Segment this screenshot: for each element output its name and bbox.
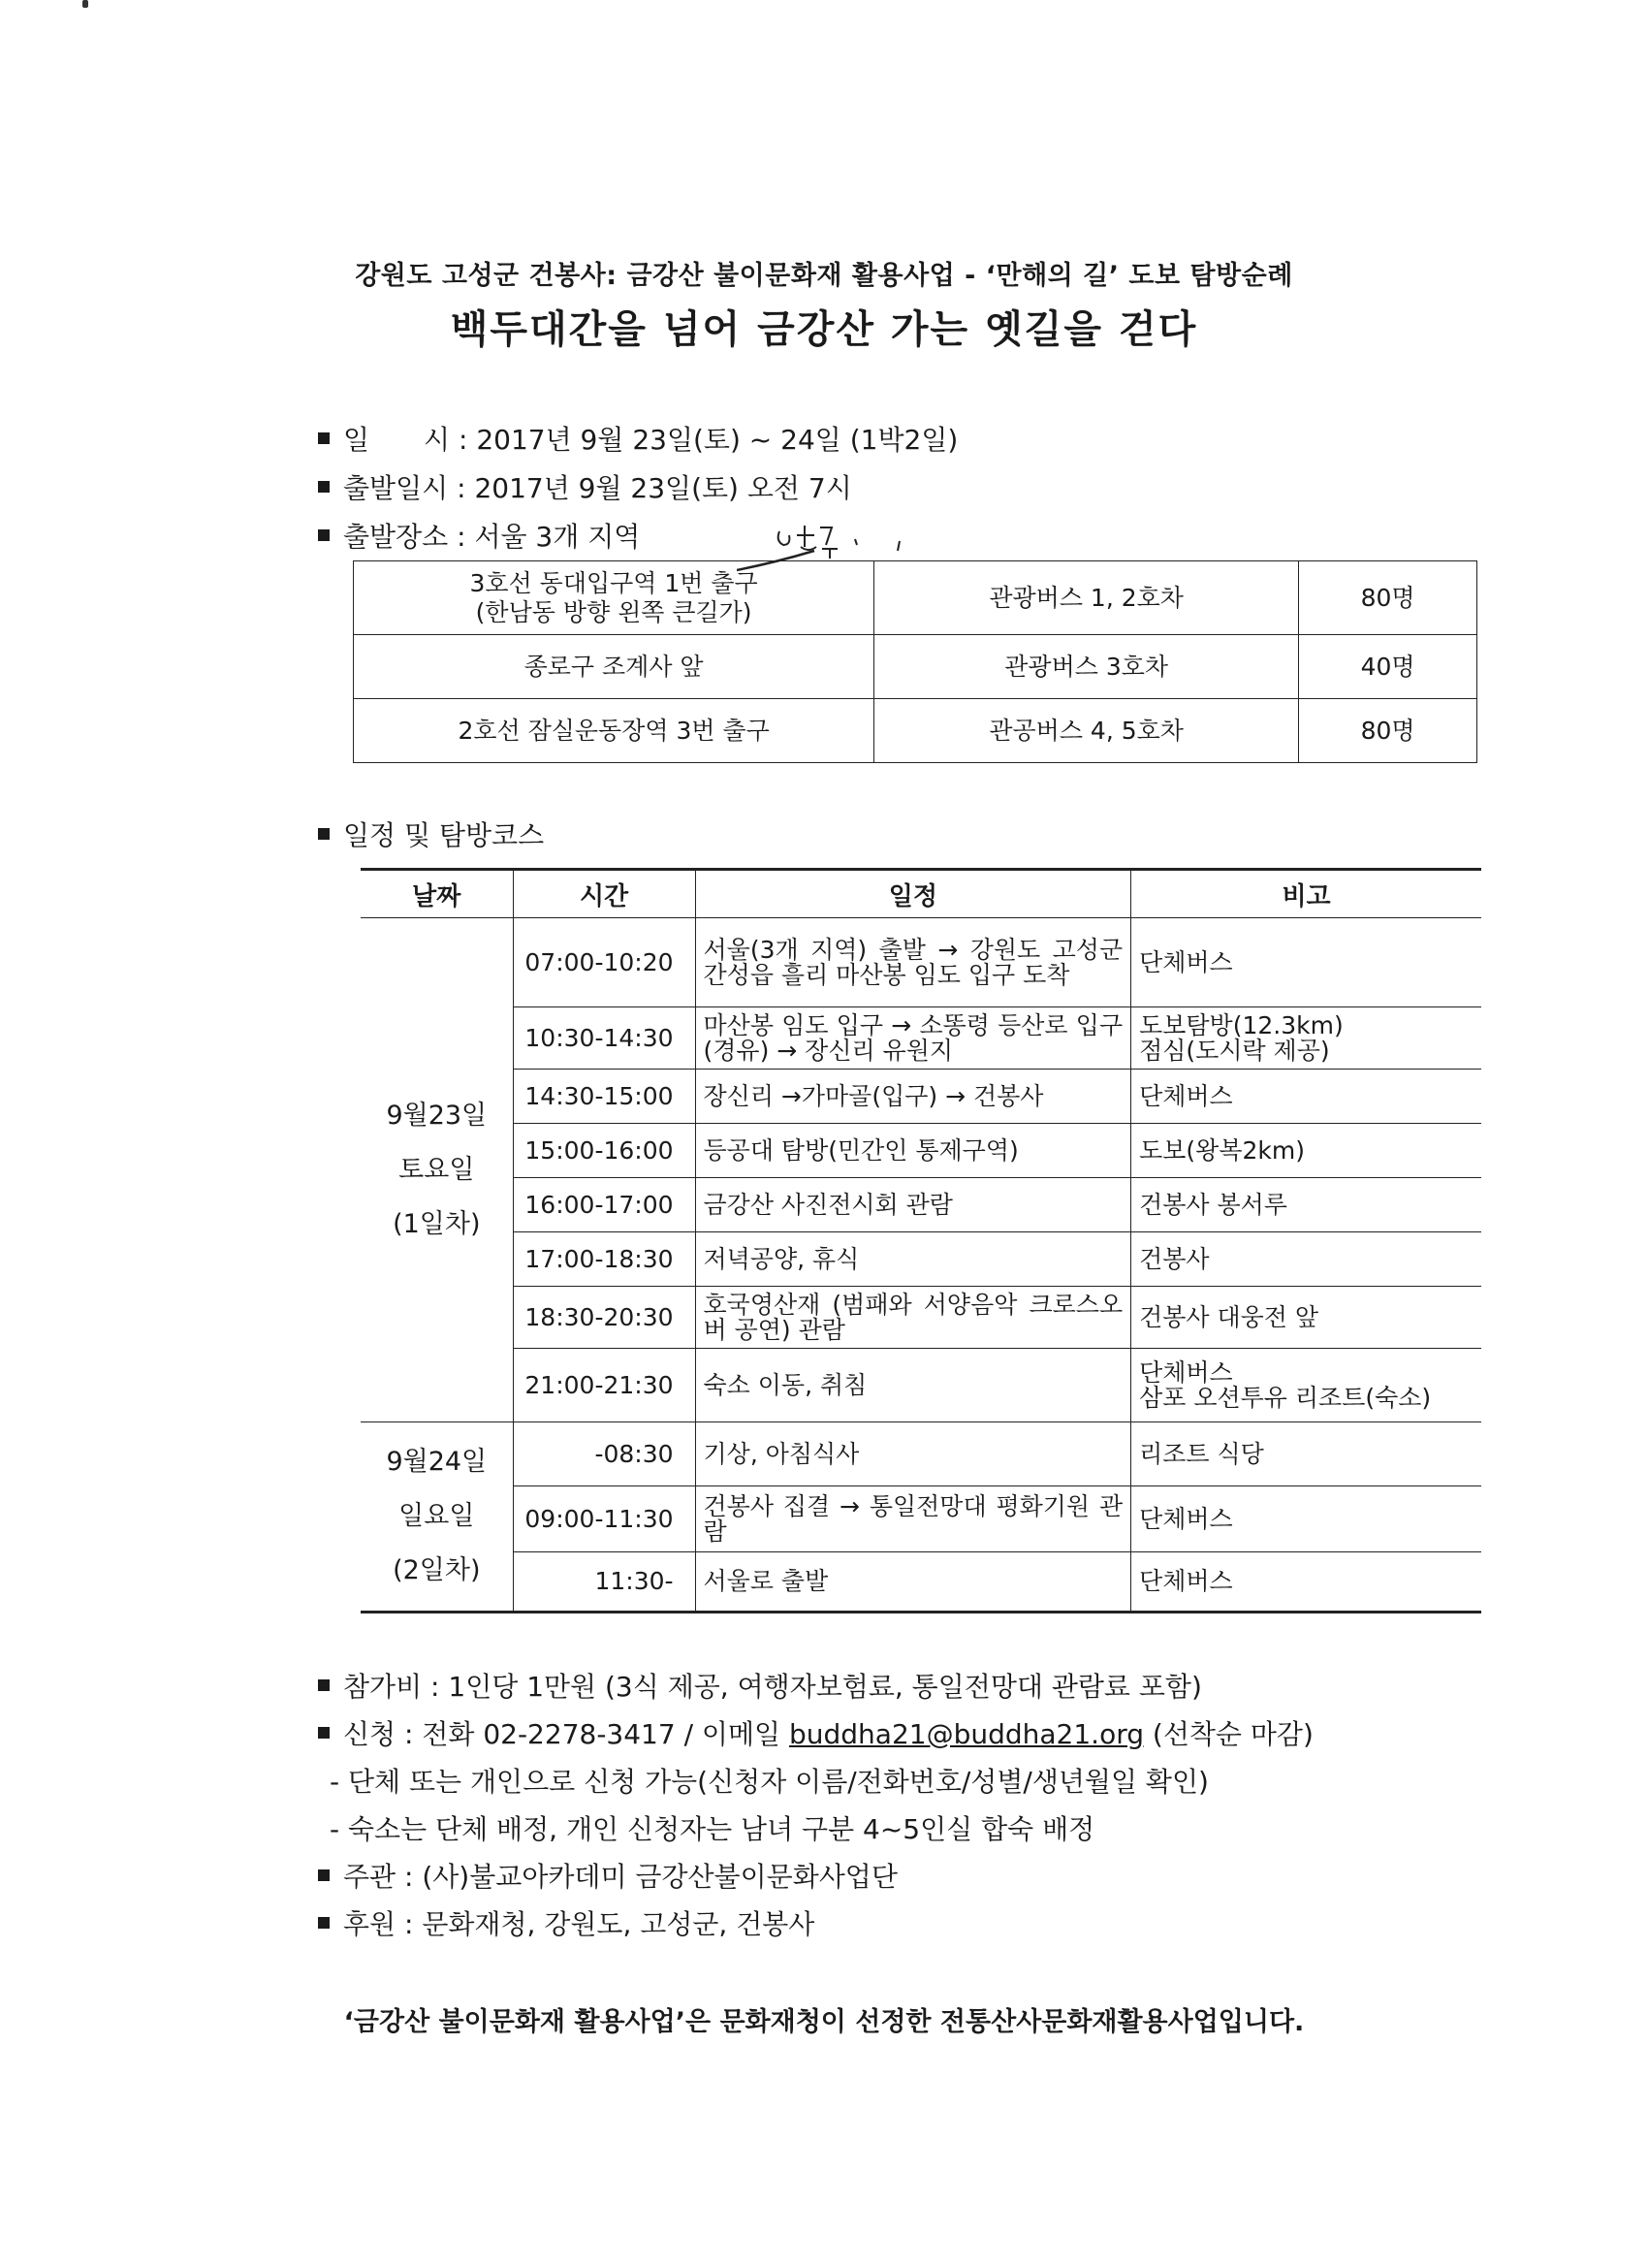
table-row [361,1486,1481,1552]
time-cell: 16:00-17:00 [513,1178,695,1232]
note-line: 점심(도시락 제공) [1139,1036,1330,1065]
day-label: 9월24일 [386,1447,488,1477]
note-cell: 단체버스 [1131,1070,1481,1124]
note-cell: 리조트 식당 [1131,1422,1481,1486]
day-label: 일요일 [398,1501,475,1531]
note-cell: 건봉사 대웅전 앞 [1131,1287,1481,1349]
time-cell: 10:30-14:30 [513,1007,695,1070]
plan-cell: 호국영산재 (범패와 서양음악 크로스오버 공연) 관람 [695,1287,1131,1349]
detail-host-text: 주관 : (사)불교아카데미 금강산불이문화사업단 [343,1861,898,1893]
time-cell: 09:00-11:30 [513,1486,695,1552]
detail-apply-suffix: (선착순 마감) [1144,1718,1314,1750]
detail-fee [318,1666,1202,1705]
note-line: 도보탐방(12.3km) [1139,1010,1344,1039]
table-header-row [361,870,1481,918]
table-row [361,1007,1481,1070]
info-depart-time-label: 출발일시 [343,472,449,504]
bullet-square-icon [318,828,330,840]
detail-apply [318,1713,1314,1752]
departure-count: 80명 [1299,561,1477,635]
table-row [361,1349,1481,1422]
bullet-square-icon [318,1727,330,1739]
info-depart-place-label: 출발장소 [343,521,449,553]
schedule-table [361,868,1481,1613]
time-cell: -08:30 [513,1422,695,1486]
info-depart-time-value: 2017년 9월 23일(토) 오전 7시 [474,472,852,504]
schedule-heading-text: 일정 및 탐방코스 [343,819,545,851]
departure-table [353,560,1477,763]
plan-cell: 마산봉 임도 입구 → 소똥령 등산로 입구(경유) → 장신리 유원지 [695,1007,1131,1070]
departure-place-line: 3호선 동대입구역 1번 출구 [469,568,758,597]
bullet-square-icon [318,1679,330,1691]
note-cell [1131,1007,1481,1070]
plan-cell: 서울로 출발 [695,1552,1131,1613]
day-label: (1일차) [393,1208,481,1239]
time-cell: 07:00-10:20 [513,918,695,1007]
document-subtitle: 강원도 고성군 건봉사: 금강산 불이문화재 활용사업 - ‘만해의 길’ 도보 탐방순례 [355,261,1293,291]
plan-cell: 등공대 탐방(민간인 통제구역) [695,1124,1131,1178]
time-cell: 18:30-20:30 [513,1287,695,1349]
departure-count: 80명 [1299,699,1477,763]
plan-cell: 저녁공양, 휴식 [695,1232,1131,1287]
table-row [354,699,1477,763]
note-cell: 도보(왕복2km) [1131,1124,1481,1178]
info-depart-place-value: 서울 3개 지역 [474,521,641,553]
header-plan: 일정 [695,870,1131,918]
detail-host [318,1856,898,1895]
schedule-heading [318,815,544,853]
departure-count: 40명 [1299,635,1477,699]
departure-place: 종로구 조계사 앞 [354,635,874,699]
detail-note-1: - 단체 또는 개인으로 신청 가능(신청자 이름/전화번호/성별/생년월일 확인) [330,1766,1209,1798]
document-footer: ‘금강산 불이문화재 활용사업’은 문화재청이 선정한 전통산사문화재활용사업입니다. [343,2007,1305,2037]
info-depart-time: 출발일시 : 2017년 9월 23일(토) 오전 7시 [318,467,852,506]
note-cell [1131,1349,1481,1422]
plan-cell: 금강산 사진전시회 관람 [695,1178,1131,1232]
departure-bus: 관광버스 1, 2호차 [874,561,1299,635]
day1-date-cell [361,918,513,1422]
header-note: 비고 [1131,870,1481,918]
info-date-value: 2017년 9월 23일(토) ~ 24일 (1박2일) [476,424,959,456]
bullet-square-icon [318,1869,330,1881]
note-cell: 단체버스 [1131,1486,1481,1552]
detail-fee-text: 참가비 : 1인당 1만원 (3식 제공, 여행자보험료, 통일전망대 관람료 포함) [343,1671,1202,1703]
time-cell: 21:00-21:30 [513,1349,695,1422]
time-cell: 11:30- [513,1552,695,1613]
table-row [361,1178,1481,1232]
info-depart-place: 출발장소 : 서울 3개 지역 [318,516,640,555]
plan-cell: 건봉사 집결 → 통일전망대 평화기원 관람 [695,1486,1131,1552]
departure-bus: 관공버스 4, 5호차 [874,699,1299,763]
time-cell: 17:00-18:30 [513,1232,695,1287]
departure-place: 2호선 잠실운동장역 3번 출구 [354,699,874,763]
table-row [361,1124,1481,1178]
day-label: 9월23일 [386,1100,488,1131]
bullet-square-icon [318,1917,330,1929]
day-label: 토요일 [398,1154,475,1185]
scan-speck [82,0,88,8]
plan-cell: 서울(3개 지역) 출발 → 강원도 고성군 간성읍 흘리 마산봉 임도 입구 도착 [695,918,1131,1007]
time-cell: 15:00-16:00 [513,1124,695,1178]
table-row [361,1070,1481,1124]
plan-cell: 기상, 아침식사 [695,1422,1131,1486]
bullet-square-icon [318,481,330,493]
detail-apply-text: 신청 : 전화 02-2278-3417 / 이메일 [343,1718,789,1750]
day-label: (2일차) [393,1555,481,1585]
document-title: 백두대간을 넘어 금강산 가는 옛길을 걷다 [450,307,1198,352]
table-row [361,1422,1481,1486]
time-cell: 14:30-15:00 [513,1070,695,1124]
note-line: 삼포 오션투유 리조트(숙소) [1139,1383,1432,1412]
note-line: 단체버스 [1139,947,1233,976]
note-cell: 단체버스 [1131,1552,1481,1613]
email-link[interactable]: buddha21@buddha21.org [788,1718,1144,1750]
departure-place-line: (한남동 방향 왼쪽 큰길가) [475,597,752,626]
table-row [361,918,1481,1007]
plan-cell: 숙소 이동, 취침 [695,1349,1131,1422]
header-time: 시간 [513,870,695,918]
info-date-label: 일 시 [343,424,451,456]
note-cell: 건봉사 봉서루 [1131,1178,1481,1232]
note-cell: 건봉사 [1131,1232,1481,1287]
detail-note-2: - 숙소는 단체 배정, 개인 신청자는 남녀 구분 4~5인실 합숙 배정 [330,1813,1095,1845]
table-row [354,561,1477,635]
bullet-square-icon [318,432,330,444]
bullet-square-icon [318,529,330,541]
table-row [361,1552,1481,1613]
departure-place [354,561,874,635]
table-row [361,1232,1481,1287]
table-row [361,1287,1481,1349]
info-date: 일 시 : 2017년 9월 23일(토) ~ 24일 (1박2일) [318,419,958,458]
plan-cell: 장신리 →가마골(입구) → 건봉사 [695,1070,1131,1124]
note-cell [1131,918,1481,1007]
detail-sponsor-text: 후원 : 문화재청, 강원도, 고성군, 건봉사 [343,1908,815,1940]
header-date: 날짜 [361,870,513,918]
day2-date-cell [361,1422,513,1613]
note-line: 단체버스 [1139,1358,1233,1387]
detail-sponsor [318,1903,814,1942]
departure-bus: 관광버스 3호차 [874,635,1299,699]
table-row [354,635,1477,699]
